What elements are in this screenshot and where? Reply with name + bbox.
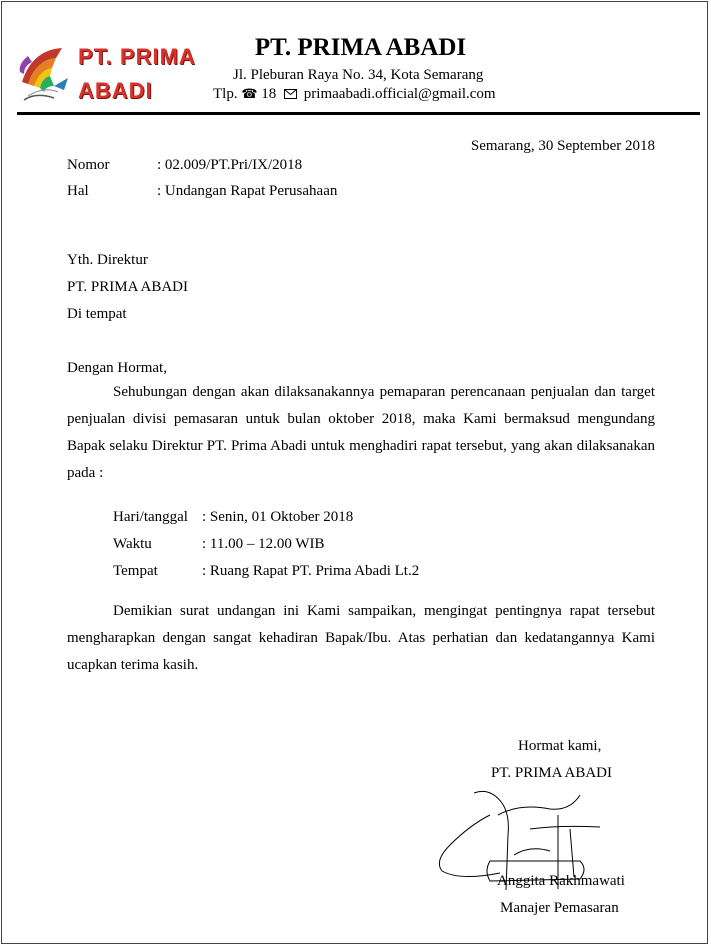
recipient-line: PT. PRIMA ABADI bbox=[67, 279, 188, 295]
place-date: Semarang, 30 September 2018 bbox=[470, 138, 655, 154]
signer-name: Anggita Rakhmawati bbox=[497, 873, 625, 889]
detail-label: Waktu bbox=[113, 536, 152, 552]
meta-value-hal: : Undangan Rapat Perusahaan bbox=[157, 183, 338, 199]
company-name: PT. PRIMA ABADI bbox=[254, 34, 467, 61]
header-divider bbox=[17, 112, 700, 115]
detail-value: : 11.00 – 12.00 WIB bbox=[202, 536, 325, 552]
paragraph-text: Demikian surat undangan ini Kami sampaikan, mengingat pentingnya rapat tersebut mengharapkan dengan sangat kehadiran Bapak/Ibu. Atas perhatian dan kedatangannya Kami ucapkan terima kasih. bbox=[67, 603, 655, 673]
greeting: Dengan Hormat, bbox=[67, 360, 167, 376]
signer-title: Manajer Pemasaran bbox=[500, 900, 619, 916]
closing-company: PT. PRIMA ABADI bbox=[491, 765, 612, 781]
closing-paragraph bbox=[67, 598, 655, 679]
detail-value: : Ruang Rapat PT. Prima Abadi Lt.2 bbox=[202, 563, 420, 579]
logo-text-line1: PT. PRIMA bbox=[78, 44, 196, 69]
detail-label: Tempat bbox=[113, 563, 158, 579]
telephone-icon: ☎ bbox=[241, 87, 258, 102]
meta-label-hal: Hal bbox=[67, 183, 89, 199]
meta-label-nomor: Nomor bbox=[67, 157, 110, 173]
contact-line bbox=[213, 86, 496, 103]
company-address: Jl. Pleburan Raya No. 34, Kota Semarang bbox=[233, 67, 484, 83]
body-paragraph bbox=[67, 379, 655, 487]
recipient-line: Yth. Direktur bbox=[67, 252, 148, 268]
logo-text-line2: ABADI bbox=[78, 78, 153, 103]
phone-number: 18 bbox=[261, 86, 277, 102]
meta-value-nomor: : 02.009/PT.Pri/IX/2018 bbox=[157, 157, 303, 173]
paragraph-text: Sehubungan dengan akan dilaksanakannya pemaparan perencanaan penjualan dan target penjualan divisi pemasaran untuk bulan oktober 2018, maka Kami bermaksud mengundang Bapak selaku Direktur PT. Prima Abadi untuk menghadiri rapat tersebut, yang akan dilaksanakan pada : bbox=[67, 384, 655, 481]
closing-salutation: Hormat kami, bbox=[518, 738, 602, 754]
recipient-line: Di tempat bbox=[67, 306, 127, 322]
detail-label: Hari/tanggal bbox=[113, 509, 188, 525]
phone-label: Tlp. bbox=[213, 86, 238, 102]
company-email: primaabadi.official@gmail.com bbox=[303, 86, 496, 102]
detail-value: : Senin, 01 Oktober 2018 bbox=[202, 509, 354, 525]
envelope-icon bbox=[284, 87, 297, 104]
